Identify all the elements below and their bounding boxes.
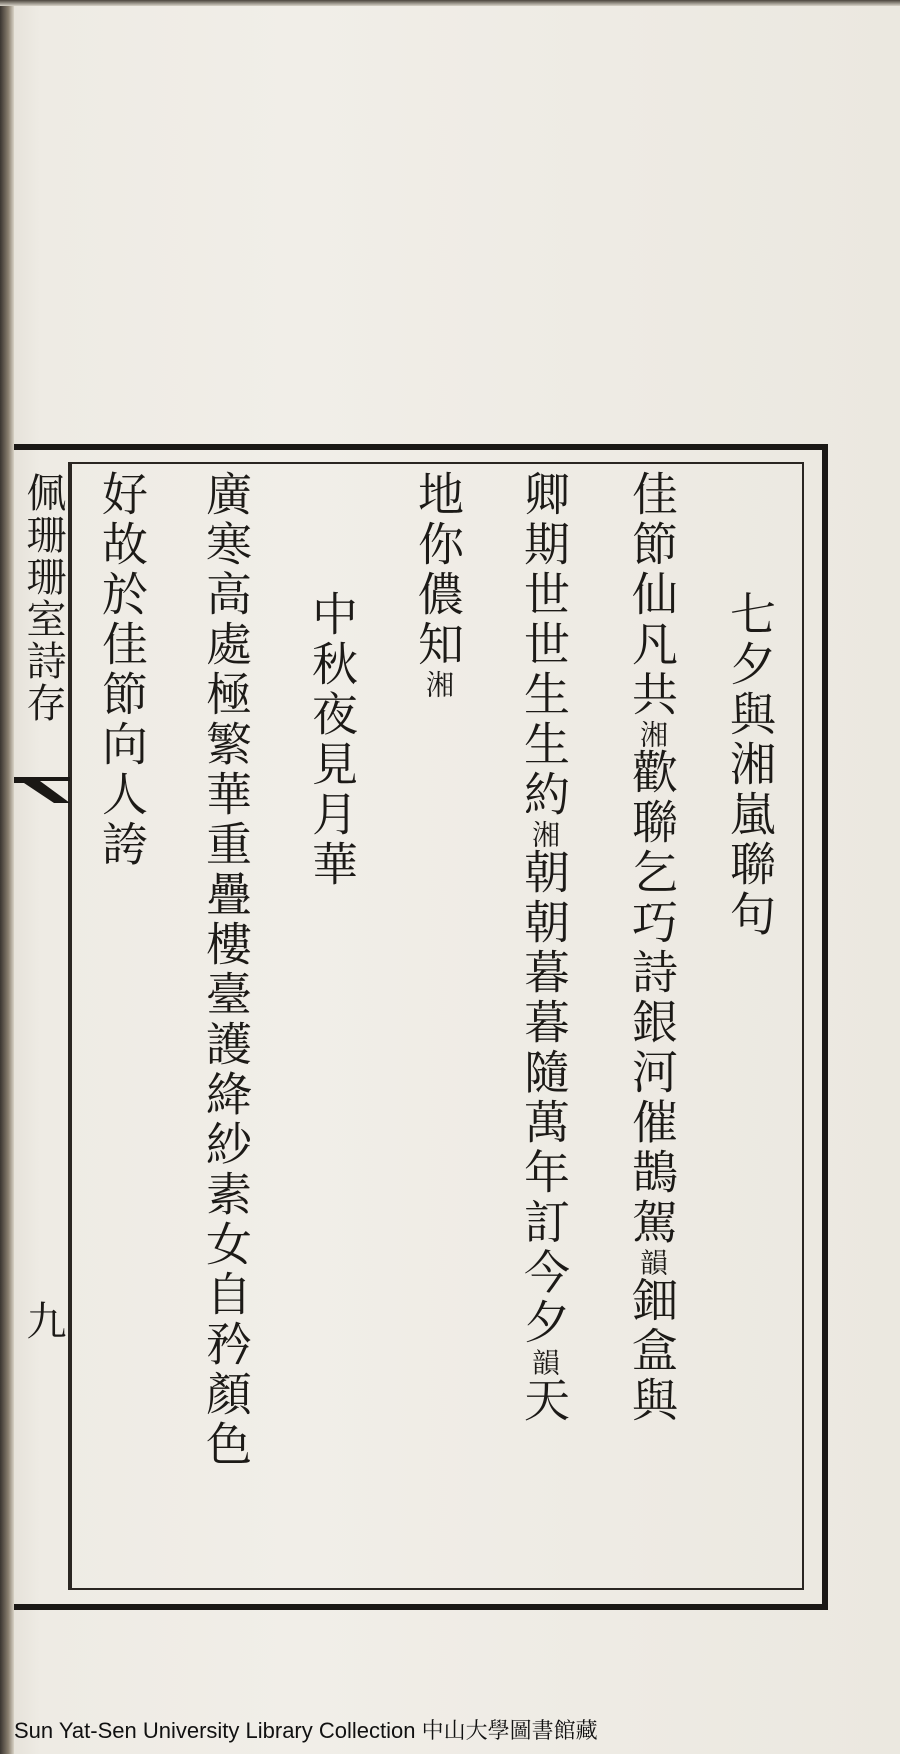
column-1 bbox=[720, 590, 780, 940]
column-2-text-a: 佳節仙凡共 bbox=[625, 470, 679, 720]
column-2 bbox=[622, 470, 682, 1426]
top-edge bbox=[0, 0, 900, 6]
fish-tail-mark bbox=[14, 775, 70, 805]
column-3-note-a: 湘 bbox=[528, 820, 561, 848]
poem-title-1: 七夕與湘嵐聯句 bbox=[723, 590, 777, 940]
column-3-text-c: 天 bbox=[517, 1376, 571, 1426]
column-2-text-c: 鈿盒與 bbox=[625, 1276, 679, 1426]
column-6 bbox=[196, 470, 256, 1470]
poem-title-2: 中秋夜見月華 bbox=[305, 590, 359, 890]
column-7-text: 好故於佳節向人誇 bbox=[95, 470, 149, 870]
column-3 bbox=[514, 470, 574, 1426]
library-caption: Sun Yat-Sen University Library Collection 中山大學圖書館藏 bbox=[14, 1718, 598, 1743]
book-spine bbox=[0, 0, 14, 1754]
column-3-text-a: 卿期世世生生約 bbox=[517, 470, 571, 820]
column-2-note-b: 韻 bbox=[636, 1248, 669, 1276]
column-6-text: 廣寒高處極繁華重疊樓臺護絳紗素女自矜顏色 bbox=[199, 470, 253, 1470]
column-4-note: 湘 bbox=[422, 670, 455, 698]
column-2-text-b: 歡聯乞巧詩銀河催鵲駕 bbox=[625, 748, 679, 1248]
margin-book-title: 佩珊珊室詩存 bbox=[20, 472, 66, 724]
margin-rule bbox=[68, 462, 70, 1590]
column-7 bbox=[92, 470, 152, 870]
column-5 bbox=[302, 590, 362, 890]
column-4 bbox=[408, 470, 468, 698]
column-2-note-a: 湘 bbox=[636, 720, 669, 748]
column-3-text-b: 朝朝暮暮隨萬年訂今夕 bbox=[517, 848, 571, 1348]
page-number: 九 bbox=[20, 1300, 66, 1340]
column-4-text: 地你儂知 bbox=[411, 470, 465, 670]
column-3-note-b: 韻 bbox=[528, 1348, 561, 1376]
